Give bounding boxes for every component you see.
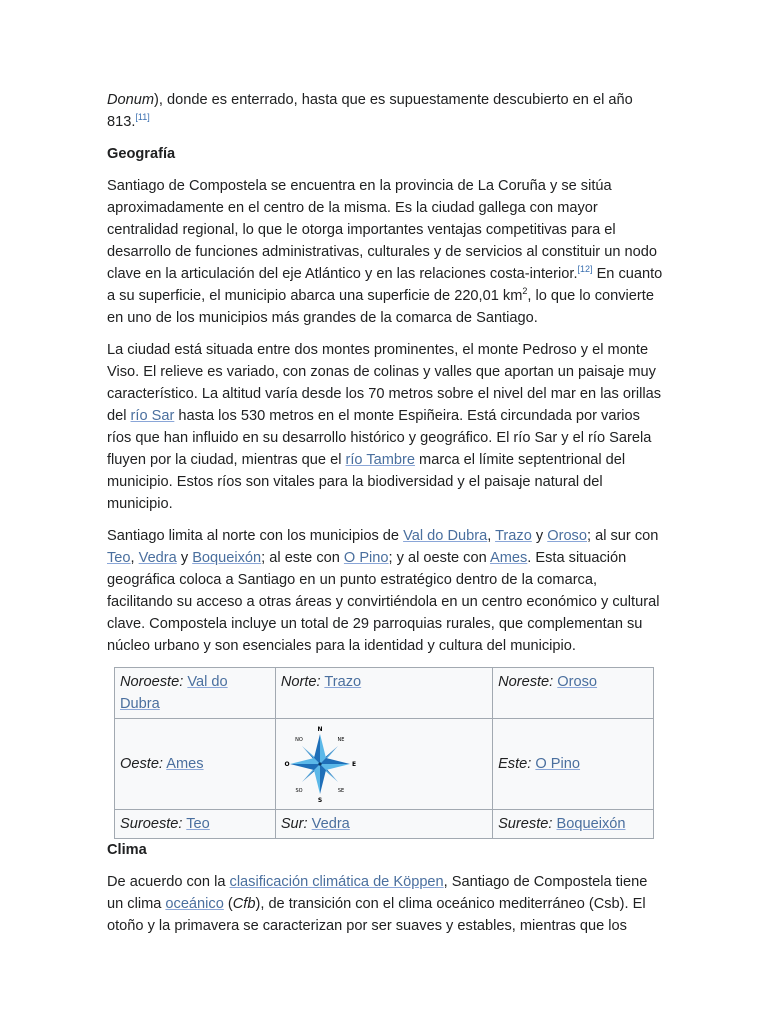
rose-so-label: SO [295, 788, 303, 794]
dir-label: Sur: [280, 816, 308, 832]
p2-text-a: La ciudad está situada entre dos montes prominentes, el monte Pedroso y el monte Viso. El relieve es variado, con zonas de colinas y valles que aportan un paisaje muy característico. La altitud varía desde los 70 metros sobre el nivel del mar en las orillas del [107, 342, 662, 424]
dir-label: Noreste: [498, 674, 554, 690]
cell-suroeste [115, 810, 276, 839]
cell-este [493, 719, 654, 810]
p2-text-c: marca el límite septentrional del municipio. Estos ríos son vitales para la biodiversidad y el paisaje natural del municipio. [107, 452, 626, 512]
link-o-pino[interactable]: O Pino [343, 550, 389, 566]
link-o-pino-table[interactable]: O Pino [535, 756, 581, 772]
link-boqueixon-table[interactable]: Boqueixón [556, 816, 626, 832]
dir-label: Norte: [280, 674, 321, 690]
intro-italic: Donum [107, 92, 155, 108]
p3-sep: , [130, 550, 139, 566]
km2-superscript: 2 [522, 286, 528, 297]
link-oroso-table[interactable]: Oroso [557, 674, 598, 690]
link-vedra[interactable]: Vedra [138, 550, 177, 566]
geografia-heading: Geografía [107, 146, 176, 162]
ref-12[interactable]: [12] [577, 264, 593, 275]
geografia-paragraph-3 [107, 525, 663, 657]
ref-11[interactable]: [11] [135, 112, 150, 123]
cell-noroeste [115, 668, 276, 719]
p1-text-c: , lo que lo convierte en uno de los municipios más grandes de la comarca de Santiago. [107, 288, 654, 326]
cell-sureste [493, 810, 654, 839]
dir-label: Noroeste: [120, 674, 184, 690]
link-val-do-dubra-table[interactable]: Val do Dubra [120, 674, 228, 712]
p1-text-a: Santiago de Compostela se encuentra en la provincia de La Coruña y se sitúa aproximadamente en el centro de la misma. Es la ciudad gallega con mayor centralidad regional, lo que le otorga importantes ventajas competitivas para el desarrollo de funciones administrativas, culturales y de servicios al constituir un nodo clave en la articulación del eje Atlántico y en las relaciones costa-interior. [107, 178, 657, 282]
cell-oeste [115, 719, 276, 810]
article-content [107, 89, 663, 947]
cell-compass-rose [275, 719, 492, 810]
neighbors-compass-table [114, 667, 654, 839]
intro-paragraph [107, 89, 663, 133]
link-boqueixon[interactable]: Boqueixón [192, 550, 262, 566]
intro-text: ), donde es enterrado, hasta que es supuestamente descubierto en el año 813. [107, 92, 633, 130]
link-val-do-dubra[interactable]: Val do Dubra [403, 528, 488, 544]
link-ames[interactable]: Ames [489, 550, 528, 566]
clima-paragraph [107, 871, 663, 937]
dir-label: Oeste: [120, 756, 163, 772]
rose-no-label: NO [294, 737, 303, 743]
p3-text-d: ; y al oeste con [388, 550, 490, 566]
p3-text-b: ; al sur con [586, 528, 659, 544]
link-vedra-table[interactable]: Vedra [311, 816, 350, 832]
rose-o-label: O [284, 761, 290, 768]
link-trazo[interactable]: Trazo [495, 528, 532, 544]
clima-heading: Clima [107, 842, 147, 858]
p1-text-b: En cuanto a su superficie, el municipio abarca una superficie de 220,01 km [107, 266, 663, 304]
clima-text-c: ( [223, 896, 233, 912]
p3-sep: , [487, 528, 496, 544]
p2-text-b: hasta los 530 metros en el monte Espiñeira. Está circundada por varios ríos que han influido en su desarrollo histórico y geográfico. El río Sar y el río Sarela fluyen por la ciudad, mientras que el [107, 408, 652, 468]
link-koppen[interactable]: clasificación climática de Köppen [229, 874, 444, 890]
cell-sur [275, 810, 492, 839]
compass-rose-icon [284, 725, 358, 803]
rose-e-label: E [351, 761, 356, 768]
dir-label: Suroeste: [120, 816, 183, 832]
geografia-paragraph-2 [107, 339, 663, 515]
link-ames-table[interactable]: Ames [166, 756, 204, 772]
geografia-paragraph-1 [107, 175, 663, 329]
p3-text-e: . Esta situación geográfica coloca a Santiago en un punto estratégico dentro de la comarca, facilitando su acceso a otras áreas y convirtiéndola en un centro económico y cultural clave. Compostela incluye un total de 29 parroquias rurales, que complementan su núcleo urbano y son esenciales para la identidad y cultura del municipio. [107, 550, 660, 654]
p3-sep: y [176, 550, 193, 566]
cell-norte [275, 668, 492, 719]
rose-n-label: N [317, 726, 323, 733]
clima-text-d: ), de transición con el clima oceánico mediterráneo (Csb). El otoño y la primavera se caracterizan por ser suaves y estables, mientras que los [107, 896, 646, 934]
link-trazo-table[interactable]: Trazo [324, 674, 362, 690]
dir-label: Sureste: [498, 816, 553, 832]
link-oceanico[interactable]: oceánico [165, 896, 224, 912]
clima-italic: Cfb [232, 896, 256, 912]
p3-text-a: Santiago limita al norte con los municipios de [107, 528, 404, 544]
link-rio-tambre[interactable]: río Tambre [345, 452, 415, 468]
dir-label: Este: [498, 756, 532, 772]
link-teo[interactable]: Teo [107, 550, 131, 566]
rose-ne-label: NE [337, 737, 345, 743]
p3-sep: y [531, 528, 548, 544]
link-rio-sar[interactable]: río Sar [130, 408, 175, 424]
cell-noreste [493, 668, 654, 719]
link-teo-table[interactable]: Teo [186, 816, 210, 832]
rose-se-label: SE [337, 788, 344, 794]
p3-text-c: ; al este con [261, 550, 344, 566]
rose-s-label: S [317, 797, 322, 803]
clima-text-a: De acuerdo con la [107, 874, 230, 890]
link-oroso[interactable]: Oroso [547, 528, 587, 544]
clima-text-b: , Santiago de Compostela tiene un clima [107, 874, 648, 912]
